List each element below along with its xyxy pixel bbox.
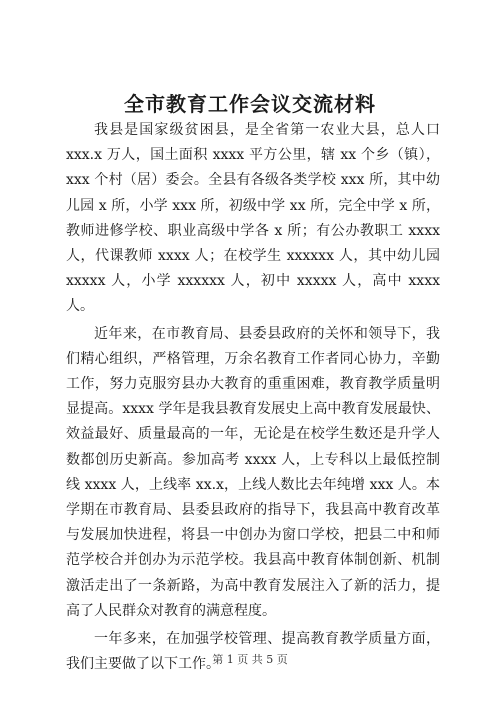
paragraph-work-summary: 一年多来，在加强学校管理、提高教育教学质量方面，我们主要做了以下工作。	[66, 631, 440, 673]
page-number-footer: 第 1 页 共 5 页	[212, 653, 288, 666]
paragraph-recent-achievements: 近年来，在市教育局、县委县政府的关怀和领导下，我们精心组织，严格管理，万余名教育工作者同心协力，辛勤工作，努力克服穷县办大教育的重重困难，教育教学质量明显提高。xxxx 学年是我县教育发展史上高中教育发展最快、效益最好、质量最高的一年，无论是在校学生数还是升学人数都创历史新高。参加高考 xxxx 人，上专科以上最低控制线 xxxx 人，上线率 xx.x，上线人数比去年纯增 xxx 人。本学期在市教育局、县委县政府的指导下，我县高中教育改革与发展加快进程，将县一中创办为窗口学校，把县二中和师范学校合并创办为示范学校。我县高中教育体制创新、机制激活走出了一条新路，为高中教育发展注入了新的活力，提高了人民群众对教育的满意程度。	[66, 325, 440, 619]
document-body	[66, 118, 440, 677]
document-title: 全市教育工作会议交流材料	[124, 92, 376, 116]
paragraph-county-overview: 我县是国家级贫困县，是全省第一农业大县，总人口 xxx.x 万人，国土面积 xxxx 平方公里，辖 xx 个乡（镇），xxx 个村（居）委会。全县有各级各类学校 xxx 所，其中幼儿园 x 所，小学 xxx 所，初级中学 xx 所，完全中学 x 所，教师进修学校、职业高级中学各 x 所；有公办教职工 xxxx 人，代课教师 xxxx 人；在校学生 xxxxxx 人，其中幼儿园 xxxxx 人，小学 xxxxxx 人，初中 xxxxx 人，高中 xxxx 人。	[66, 122, 440, 315]
